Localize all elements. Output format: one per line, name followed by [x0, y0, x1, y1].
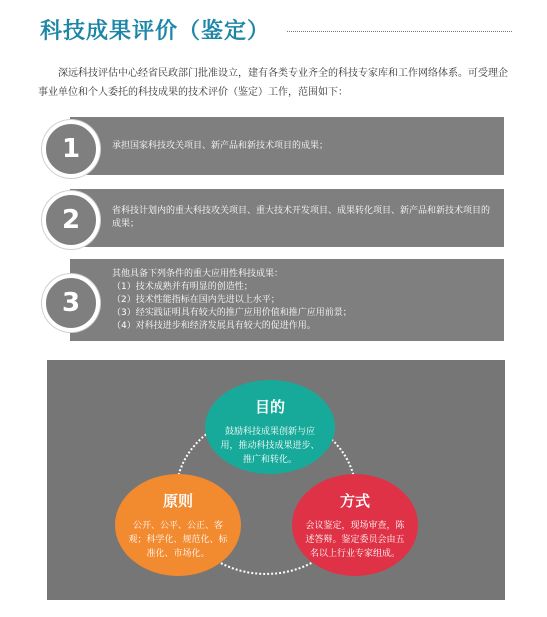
- method-bubble: [292, 474, 418, 576]
- principle-bubble: [115, 474, 241, 576]
- goal-title: 目的: [254, 398, 285, 416]
- number-badge-2: 2: [42, 191, 100, 249]
- principle-title: 原则: [162, 492, 193, 510]
- scope-item-3: [70, 259, 504, 341]
- number-badge-1: 1: [42, 120, 100, 178]
- scope-item-2: [70, 189, 504, 247]
- principle-text: 公开、公平、公正、客观；科学化、规范化、标准化、市场化。: [128, 521, 228, 559]
- scope-item-1: [70, 117, 504, 175]
- goal-text: 鼓励科技成果创新与应用，推动科技成果进步、推广和转化。: [220, 427, 320, 465]
- page-title: 科技成果评价（鉴定）: [40, 19, 271, 44]
- method-title: 方式: [339, 492, 370, 510]
- number-badge-3: 3: [42, 274, 100, 332]
- scope-item-text: 其他具备下列条件的重大应用性科技成果： （1）技术成熟并有明显的创造性； （2）技术性能指标在国内先进以上水平； （3）经实践证明具有较大的推广应用价值和推广应用前景； （4）对科技进步和经济发展具有较大的促进作用。: [112, 268, 352, 331]
- method-text: 会议鉴定，现场审查，陈述答辩。鉴定委员会由五名以上行业专家组成。: [305, 521, 405, 559]
- goal-bubble: [205, 380, 335, 474]
- scope-item-text: 省科技计划内的重大科技攻关项目、重大技术开发项目、成果转化项目、新产品和新技术项目的成果；: [112, 206, 491, 229]
- title-divider: [287, 31, 512, 32]
- intro-paragraph: 深远科技评估中心经省民政部门批准设立，建有各类专业齐全的科技专家库和工作网络体系。可受理企事业单位和个人委托的科技成果的技术评价（鉴定）工作，范围如下：: [38, 68, 508, 98]
- scope-item-text: 承担国家科技攻关项目、新产品和新技术项目的成果；: [112, 140, 329, 151]
